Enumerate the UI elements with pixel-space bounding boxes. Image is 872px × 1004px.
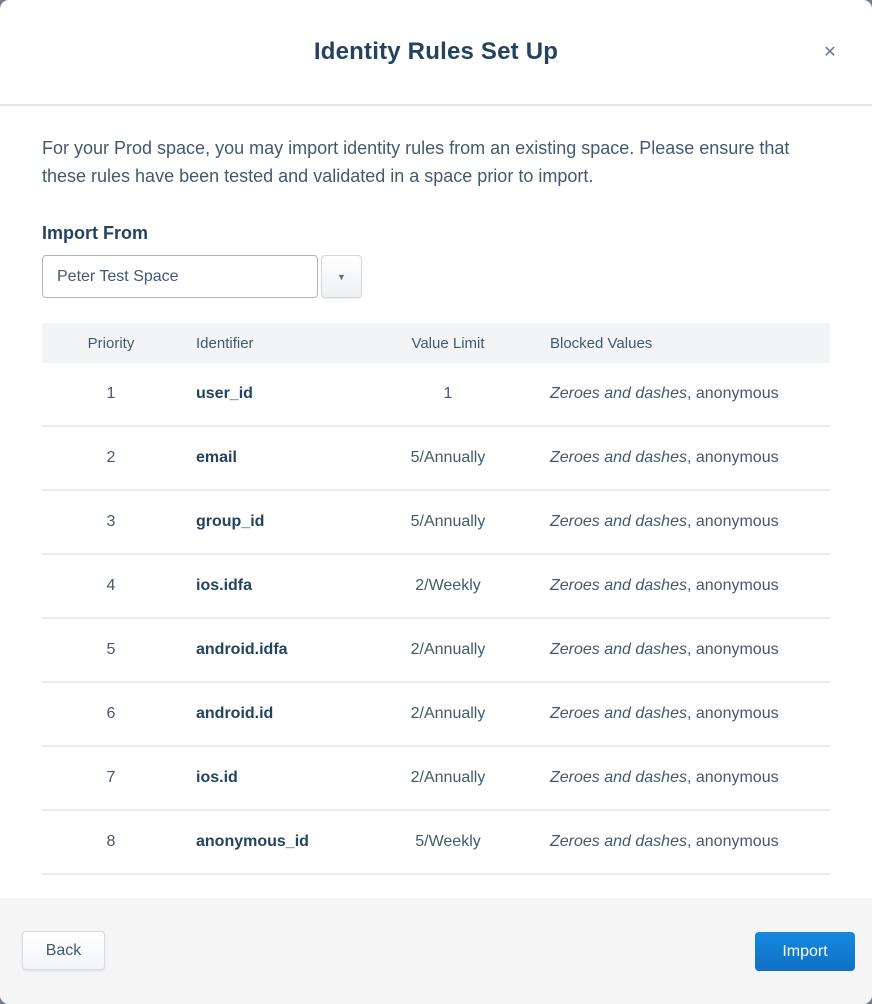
cell-priority: 3	[106, 513, 116, 530]
select-caret-button[interactable]	[321, 255, 362, 298]
cell-value-limit: 2/Annually	[410, 705, 486, 722]
blocked-values-rest: , anonymous	[686, 577, 779, 594]
cell-blocked-values	[506, 449, 830, 467]
blocked-values-italic: Zeroes and dashes	[550, 577, 687, 594]
back-button[interactable]: Back	[22, 931, 105, 970]
column-header-blocked-values: Blocked Values	[550, 334, 653, 352]
cell-priority: 2	[106, 449, 116, 466]
modal-title: Identity Rules Set Up	[313, 38, 559, 65]
cell-priority: 8	[106, 833, 116, 850]
table-row	[42, 555, 830, 619]
cell-priority: 6	[106, 705, 116, 722]
blocked-values-italic: Zeroes and dashes	[550, 449, 687, 466]
table-row	[42, 811, 830, 875]
cell-identifier: ios.id	[196, 769, 238, 786]
cell-value-limit: 1	[443, 385, 453, 402]
cell-identifier: ios.idfa	[196, 577, 253, 594]
blocked-values-italic: Zeroes and dashes	[550, 641, 687, 658]
blocked-values-rest: , anonymous	[686, 833, 779, 850]
import-button[interactable]: Import	[755, 932, 855, 971]
cell-identifier: email	[196, 449, 237, 466]
blocked-values-rest: , anonymous	[686, 705, 779, 722]
cell-blocked-values	[506, 705, 830, 723]
cell-value-limit: 2/Weekly	[415, 577, 481, 594]
cell-value-limit: 5/Annually	[410, 513, 486, 530]
blocked-values-italic: Zeroes and dashes	[550, 833, 687, 850]
modal-footer	[0, 898, 872, 1004]
cell-identifier: android.idfa	[196, 641, 288, 658]
table-row	[42, 363, 830, 427]
blocked-values-italic: Zeroes and dashes	[550, 705, 687, 722]
table-row	[42, 619, 830, 683]
close-icon[interactable]: ✕	[814, 36, 846, 68]
blocked-values-rest: , anonymous	[686, 385, 779, 402]
cell-blocked-values	[506, 385, 830, 403]
cell-priority: 4	[106, 577, 116, 594]
table-row	[42, 491, 830, 555]
cell-value-limit: 2/Annually	[410, 769, 486, 786]
blocked-values-rest: , anonymous	[686, 641, 779, 658]
cell-identifier: anonymous_id	[196, 833, 309, 850]
cell-blocked-values	[506, 833, 830, 851]
column-header-identifier: Identifier	[196, 334, 254, 352]
import-from-select	[42, 255, 830, 298]
modal-description: For your Prod space, you may import identity rules from an existing space. Please ensure that these rules have been tested and validated in a space prior to import.	[42, 138, 790, 186]
cell-value-limit: 5/Weekly	[415, 833, 481, 850]
cell-priority: 7	[106, 769, 116, 786]
table-row	[42, 427, 830, 491]
table-header-row	[42, 323, 830, 363]
cell-value-limit: 5/Annually	[410, 449, 486, 466]
table-row	[42, 747, 830, 811]
cell-blocked-values	[506, 513, 830, 531]
cell-value-limit: 2/Annually	[410, 641, 486, 658]
modal-header	[0, 0, 872, 106]
column-header-priority: Priority	[87, 334, 135, 352]
cell-priority: 5	[106, 641, 116, 658]
chevron-down-icon: ▼	[337, 271, 346, 282]
cell-identifier: user_id	[196, 385, 253, 402]
column-header-value-limit: Value Limit	[411, 334, 485, 352]
import-from-label: Import From	[42, 223, 148, 243]
cell-priority: 1	[106, 385, 116, 402]
cell-identifier: group_id	[196, 513, 265, 530]
cell-blocked-values	[506, 577, 830, 595]
blocked-values-italic: Zeroes and dashes	[550, 769, 687, 786]
cell-blocked-values	[506, 641, 830, 659]
blocked-values-italic: Zeroes and dashes	[550, 385, 687, 402]
blocked-values-rest: , anonymous	[686, 769, 779, 786]
table-row	[42, 683, 830, 747]
space-select-input[interactable]	[42, 255, 318, 298]
cell-identifier: android.id	[196, 705, 274, 722]
identity-rules-table	[42, 323, 830, 875]
blocked-values-rest: , anonymous	[686, 513, 779, 530]
blocked-values-italic: Zeroes and dashes	[550, 513, 687, 530]
blocked-values-rest: , anonymous	[686, 449, 779, 466]
cell-blocked-values	[506, 769, 830, 787]
